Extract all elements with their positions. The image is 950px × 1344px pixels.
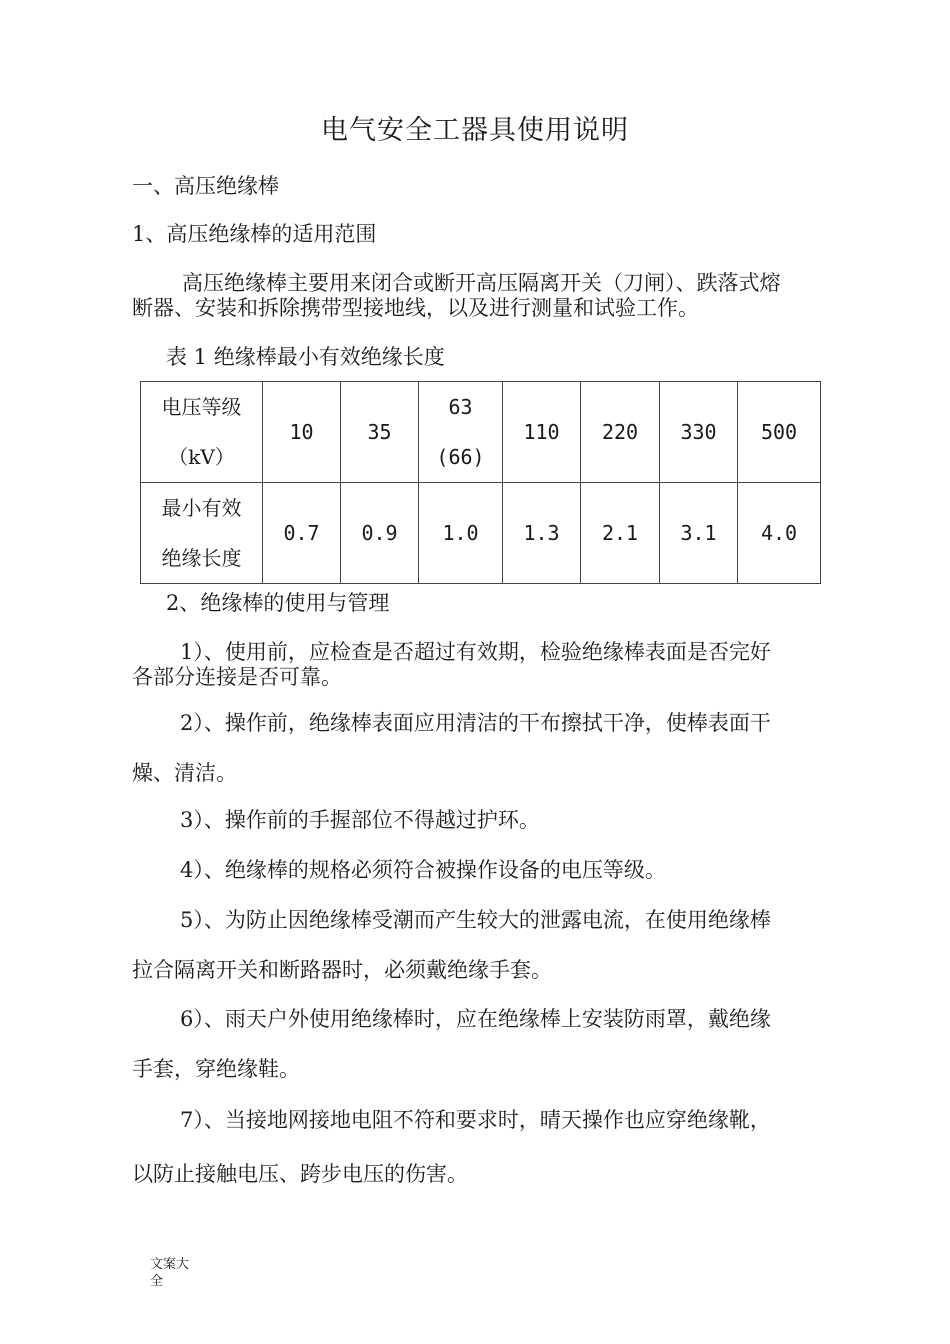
section-heading: 一、高压绝缘棒 — [132, 174, 279, 198]
list-item-line: 1）、使用前，应检查是否超过有效期，检验绝缘棒表面是否完好 — [180, 640, 771, 664]
list-item-line: 5）、为防止因绝缘棒受潮而产生较大的泄露电流，在使用绝缘棒 — [180, 908, 771, 932]
list-item-line: 6）、雨天户外使用绝缘棒时，应在绝缘棒上安装防雨罩，戴绝缘 — [180, 1007, 771, 1031]
table-cell: 500 — [738, 382, 821, 483]
subsection-heading: 1、高压绝缘棒的适用范围 — [132, 222, 377, 246]
list-item-line: 2）、操作前，绝缘棒表面应用清洁的干布擦拭干净，使棒表面干 — [180, 711, 771, 735]
table-cell: 4.0 — [738, 483, 821, 584]
list-item-line: 各部分连接是否可靠。 — [132, 665, 342, 689]
table-cell: 1.3 — [503, 483, 581, 584]
table-cell: 1.0 — [419, 483, 503, 584]
table-row — [141, 483, 821, 584]
list-item-line: 手套，穿绝缘鞋。 — [132, 1057, 300, 1081]
table-caption: 表 1 绝缘棒最小有效绝缘长度 — [166, 345, 445, 369]
list-item-line: 3）、操作前的手握部位不得越过护环。 — [180, 808, 540, 832]
list-item-line: 7）、当接地网接地电阻不符和要求时，晴天操作也应穿绝缘靴， — [180, 1108, 771, 1132]
table-cell: 63 (66) — [419, 382, 503, 483]
list-item-line: 燥、清洁。 — [132, 761, 237, 785]
table-cell: 220 — [581, 382, 660, 483]
table-header-cell: 电压等级 （kV） — [141, 382, 263, 483]
paragraph-line: 断器、安装和拆除携带型接地线，以及进行测量和试验工作。 — [132, 296, 699, 320]
table-row — [141, 382, 821, 483]
list-item-line: 4）、绝缘棒的规格必须符合被操作设备的电压等级。 — [180, 858, 666, 882]
table-cell: 330 — [660, 382, 738, 483]
table-header-cell: 最小有效 绝缘长度 — [141, 483, 263, 584]
table-cell: 3.1 — [660, 483, 738, 584]
list-item-line: 拉合隔离开关和断路器时，必须戴绝缘手套。 — [132, 958, 552, 982]
paragraph-line: 高压绝缘棒主要用来闭合或断开高压隔离开关（刀闸）、跌落式熔 — [182, 271, 781, 295]
list-item-line: 以防止接触电压、跨步电压的伤害。 — [132, 1162, 468, 1186]
table-cell: 0.9 — [341, 483, 419, 584]
table-cell: 35 — [341, 382, 419, 483]
table-cell: 2.1 — [581, 483, 660, 584]
table-cell: 10 — [263, 382, 341, 483]
table-cell: 0.7 — [263, 483, 341, 584]
insulation-length-table — [140, 381, 821, 584]
table-cell: 110 — [503, 382, 581, 483]
subsection-heading: 2、绝缘棒的使用与管理 — [166, 591, 390, 615]
footer-text: 文案大全 — [150, 1257, 190, 1289]
document-title: 电气安全工器具使用说明 — [321, 115, 629, 146]
